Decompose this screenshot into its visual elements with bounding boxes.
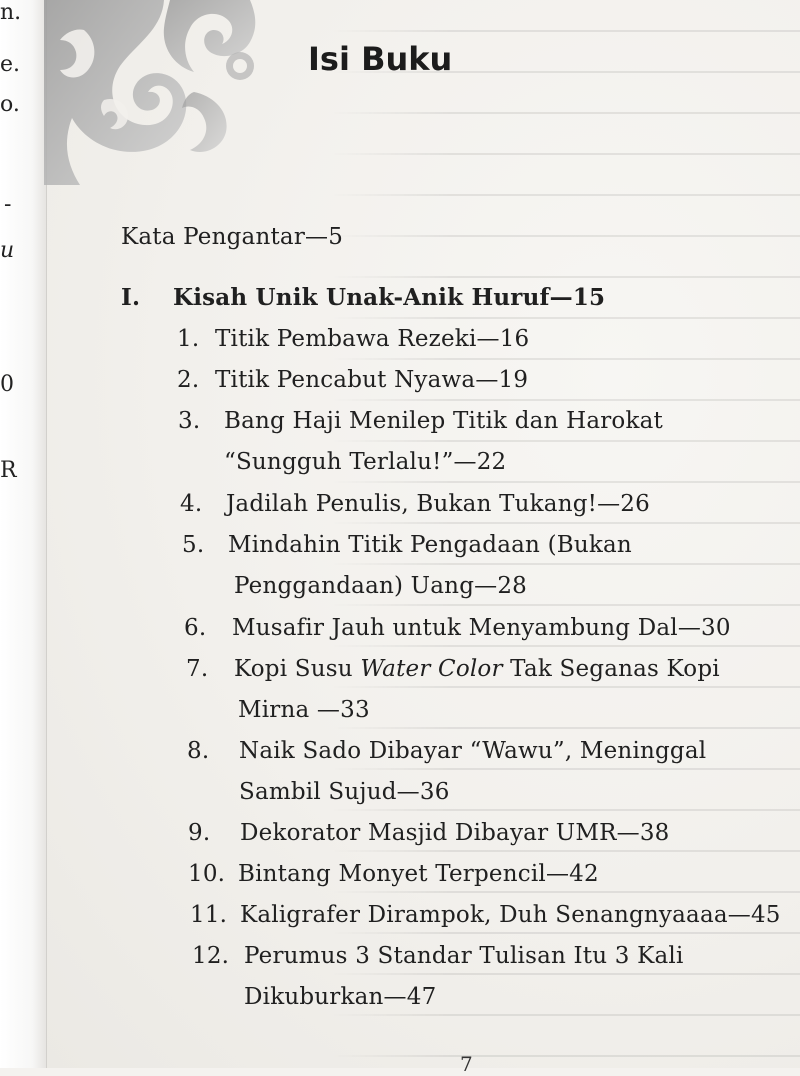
toc-entry <box>188 820 670 846</box>
entry-title: Bang Haji Menilep Titik dan Harokat <box>224 408 663 434</box>
fragment: n. <box>0 0 22 25</box>
entry-title: Titik Pencabut Nyawa—19 <box>215 367 529 393</box>
section-title: Kisah Unik Unak-Anik Huruf—15 <box>173 284 606 311</box>
entry-number: 8. <box>187 738 210 764</box>
entry-title: Naik Sado Dibayar “Wawu”, Meninggal <box>239 738 707 764</box>
entry-number: 1. <box>177 326 200 352</box>
toc-entry <box>187 738 706 764</box>
toc-entry <box>186 656 720 682</box>
toc-entry <box>182 532 632 558</box>
entry-title-continued: Penggandaan) Uang—28 <box>234 573 527 599</box>
fragment: R <box>0 458 17 483</box>
entry-title: Musafir Jauh untuk Menyambung Dal—30 <box>232 615 731 641</box>
entry-title-continued: Sambil Sujud—36 <box>239 779 450 805</box>
page-title: Isi Buku <box>308 40 453 78</box>
entry-number: 10. <box>188 861 226 887</box>
entry-number: 4. <box>180 491 203 517</box>
fragment: e. <box>0 52 21 77</box>
entry-title: Titik Pembawa Rezeki—16 <box>215 326 530 352</box>
section-heading <box>121 284 605 311</box>
entry-title: Dekorator Masjid Dibayar UMR—38 <box>240 820 670 846</box>
entry-title-continued: Mirna —33 <box>238 697 370 723</box>
toc-entry <box>184 615 731 641</box>
entry-title: Kaligrafer Dirampok, Duh Senangnyaaaa—45 <box>240 902 781 928</box>
entry-title-continued: “Sungguh Terlalu!”—22 <box>224 449 507 475</box>
fragment: o. <box>0 92 20 117</box>
entry-number: 12. <box>192 943 230 969</box>
entry-number: 7. <box>186 656 209 682</box>
toc-entry <box>190 902 781 928</box>
fragment: 0 <box>0 372 14 397</box>
entry-title: Jadilah Penulis, Bukan Tukang!—26 <box>226 491 650 517</box>
entry-title: Mindahin Titik Pengadaan (Bukan <box>228 532 632 558</box>
entry-number: 5. <box>182 532 205 558</box>
entry-number: 9. <box>188 820 211 846</box>
toc-entry <box>177 367 528 393</box>
toc-entry <box>188 861 599 887</box>
toc-entry <box>178 408 663 434</box>
page-number: 7 <box>460 1052 473 1076</box>
fragment: u <box>0 238 15 263</box>
toc-entry <box>192 943 684 969</box>
preface-entry: Kata Pengantar—5 <box>121 224 344 250</box>
entry-title: Perumus 3 Standar Tulisan Itu 3 Kali <box>244 943 684 969</box>
entry-number: 2. <box>177 367 200 393</box>
toc-entry <box>177 326 529 352</box>
entry-number: 6. <box>184 615 207 641</box>
toc-entry <box>180 491 650 517</box>
entry-title-end: Tak Seganas Kopi <box>502 656 720 682</box>
entry-number: 11. <box>190 902 228 928</box>
entry-title-italic: Water Color <box>360 656 503 682</box>
entry-title-continued: Dikuburkan—47 <box>244 984 437 1010</box>
fragment: - <box>4 192 12 217</box>
entry-number: 3. <box>178 408 201 434</box>
section-number: I. <box>121 284 141 311</box>
entry-title-start: Kopi Susu <box>234 656 361 682</box>
entry-title: Bintang Monyet Terpencil—42 <box>238 861 599 887</box>
